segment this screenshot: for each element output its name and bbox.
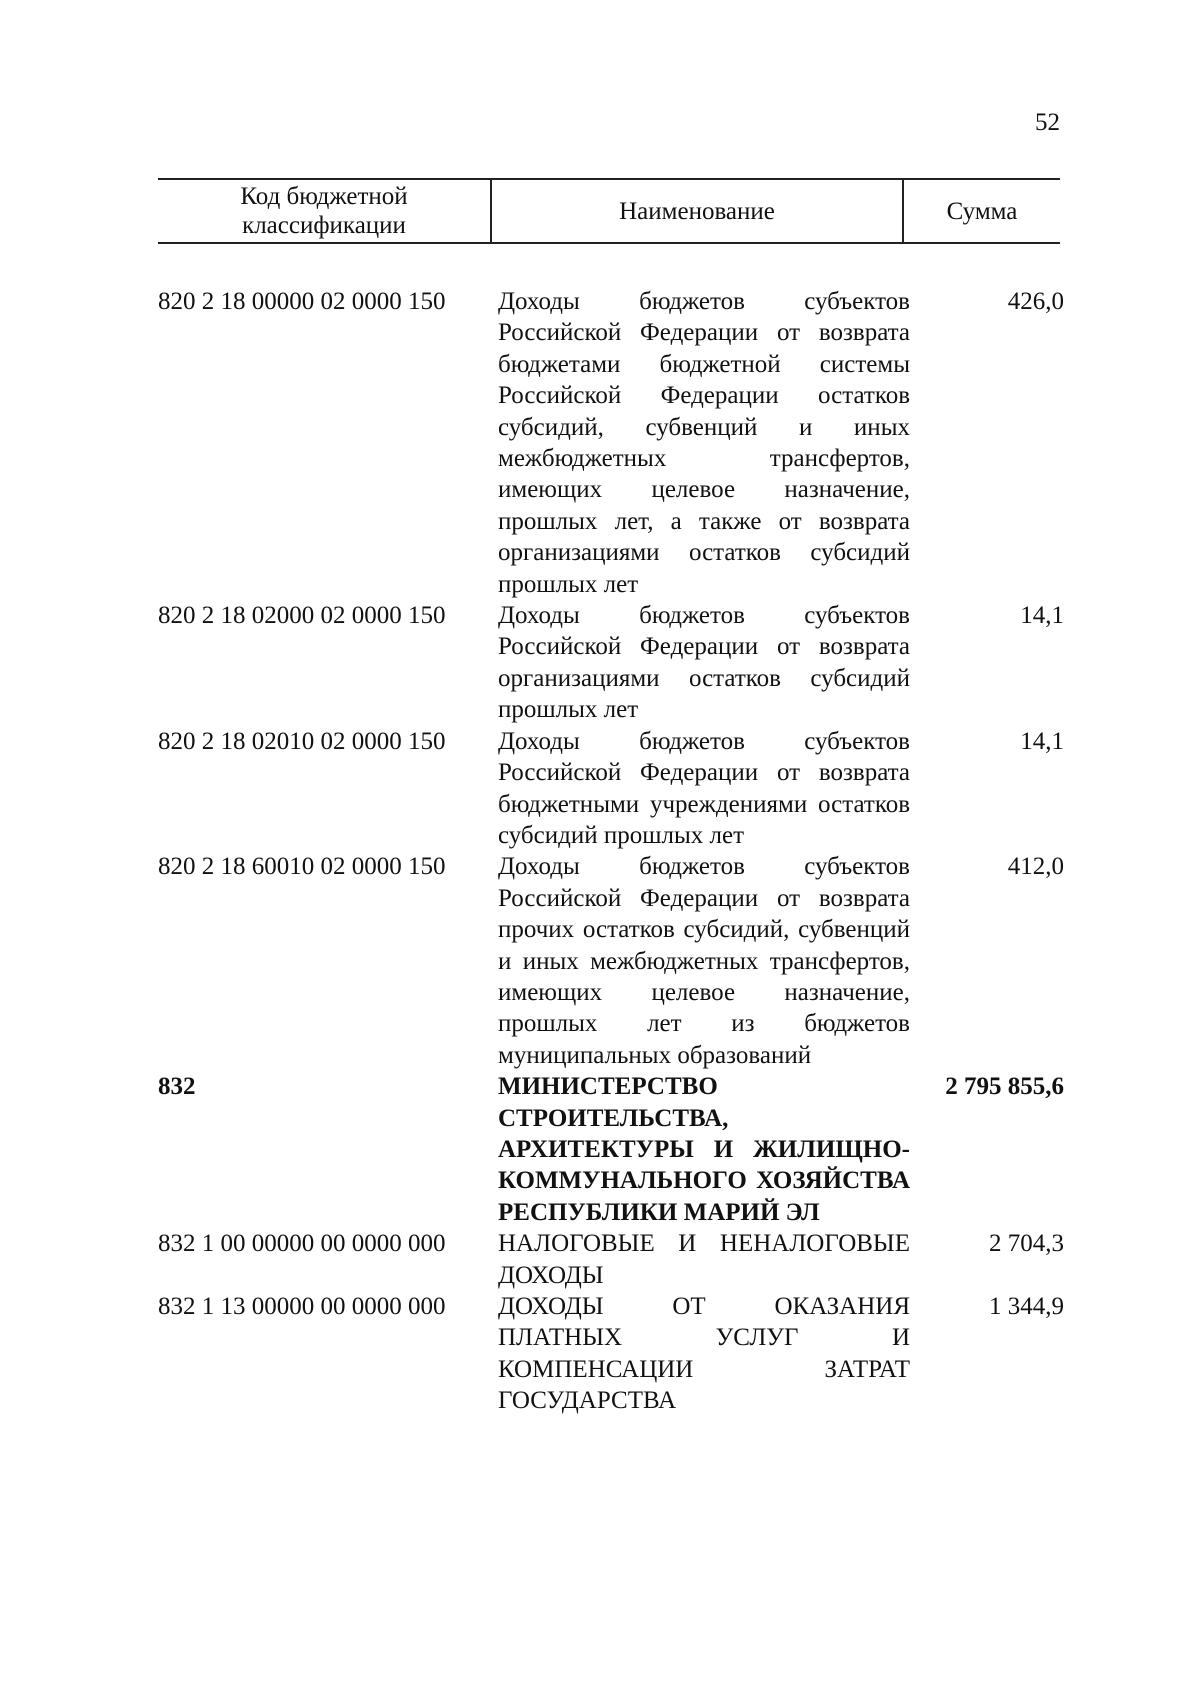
row-name: Доходы бюджетов субъектов Российской Федерации от возврата бюджетами бюджетной системы Российской Федерации остатков субсидий, субвенций и иных межбюджетных трансфертов, имеющих целевое назначение, прошлых лет, а также от возврата организациями остатков субсидий прошлых лет xyxy=(498,288,910,598)
row-sum: 412,0 xyxy=(1007,853,1064,881)
row-name: МИНИСТЕРСТВО СТРОИТЕЛЬСТВА, АРХИТЕКТУРЫ И ЖИЛИЩНО-КОММУНАЛЬНОГО ХОЗЯЙСТВА РЕСПУБЛИКИ МАРИЙ ЭЛ xyxy=(498,1073,910,1226)
row-sum: 2 795 855,6 xyxy=(945,1073,1064,1101)
row-sum: 2 704,3 xyxy=(989,1230,1064,1258)
page-number: 52 xyxy=(1035,109,1060,136)
table-row xyxy=(158,851,1064,1071)
row-code: 820 2 18 00000 02 0000 150 xyxy=(158,288,446,315)
row-name: Доходы бюджетов субъектов Российской Федерации от возврата организациями остатков субсидий прошлых лет xyxy=(498,602,910,724)
budget-table-body xyxy=(158,286,1064,1417)
row-code: 832 xyxy=(158,1073,196,1101)
table-row xyxy=(158,600,1064,726)
row-code: 820 2 18 02010 02 0000 150 xyxy=(158,727,446,755)
header-name: Наименование xyxy=(490,180,904,242)
header-sum: Сумма xyxy=(946,197,1018,225)
table-row xyxy=(158,726,1064,852)
table-row xyxy=(158,286,1064,600)
table-row-ministry xyxy=(158,1071,1064,1228)
row-code: 832 1 13 00000 00 0000 000 xyxy=(158,1293,446,1320)
header-code: Код бюджетной классификации xyxy=(240,183,408,239)
row-code: 820 2 18 02000 02 0000 150 xyxy=(158,602,446,630)
table-header xyxy=(158,178,1060,244)
table-row xyxy=(158,1228,1064,1291)
row-name: НАЛОГОВЫЕ И НЕНАЛОГОВЫЕ ДОХОДЫ xyxy=(498,1230,910,1289)
row-name: Доходы бюджетов субъектов Российской Федерации от возврата прочих остатков субсидий, субвенций и иных межбюджетных трансфертов, имеющих целевое назначение, прошлых лет из бюджетов муниципальных образований xyxy=(498,853,910,1069)
row-code: 820 2 18 60010 02 0000 150 xyxy=(158,853,446,881)
row-sum: 14,1 xyxy=(1020,727,1064,755)
row-name: Доходы бюджетов субъектов Российской Федерации от возврата бюджетными учреждениями остатков субсидий прошлых лет xyxy=(498,727,910,849)
table-row xyxy=(158,1291,1064,1417)
row-sum: 426,0 xyxy=(1007,288,1064,315)
row-sum: 1 344,9 xyxy=(989,1293,1064,1320)
row-code: 832 1 00 00000 00 0000 000 xyxy=(158,1230,446,1258)
row-sum: 14,1 xyxy=(1020,602,1064,630)
row-name: ДОХОДЫ ОТ ОКАЗАНИЯ ПЛАТНЫХ УСЛУГ И КОМПЕНСАЦИИ ЗАТРАТ ГОСУДАРСТВА xyxy=(498,1293,910,1415)
